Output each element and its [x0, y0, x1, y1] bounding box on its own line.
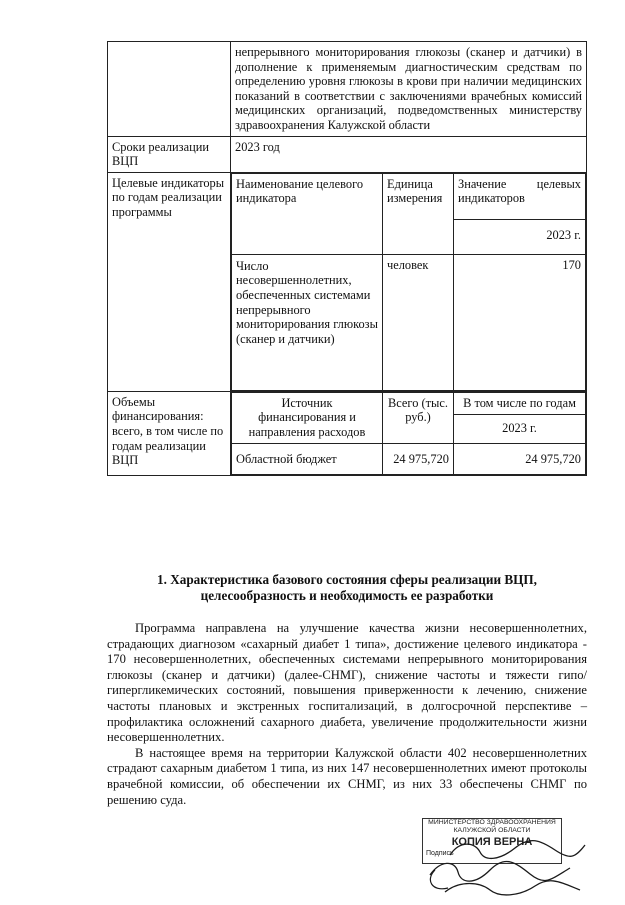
terms-row	[108, 136, 587, 172]
section-body	[107, 621, 587, 808]
finance-label: Объемы финансирования: всего, в том числе по годам реализации ВЦП	[108, 391, 231, 475]
goals-label-cell	[108, 42, 231, 137]
targets-label: Целевые индикаторы по годам реализации программы	[108, 172, 231, 391]
goals-continuation: непрерывного мониторирования глюкозы (сканер и датчики) в дополнение к применяемым диагностическим средствам по определению уровня глюкозы в крови при наличии медицинских показаний в соответствии с заключениями врачебных комиссий медицинских организаций, подведомственных министерству здравоохранения Калужской области	[231, 42, 587, 137]
paragraph-1: Программа направлена на улучшение качества жизни несовершеннолетних, страдающих диагнозом «сахарный диабет 1 типа», достижение целевого индикатора - 170 несовершеннолетних, обеспеченных системами непрерывного мониторирования глюкозы (сканер и датчики) (далее-СНМГ), снижение частоты и тяжести гипо/гипергликемических состояний, повышения приверженности к лечению, снижение частоты плановых и экстренных госпитализаций, в долгосрочной перспективе – профилактика осложнений сахарного диабета, увеличение продолжительности жизни несовершеннолетних.	[107, 621, 587, 745]
col-unit: Единица измерения	[383, 173, 454, 254]
year-value: 24 975,720	[454, 443, 586, 475]
goals-row	[108, 42, 587, 137]
paragraph-2: В настоящее время на территории Калужской области 402 несовершеннолетних страдают сахарным диабетом 1 типа, из них 147 несовершеннолетних имеют протоколы врачебной комиссии, об обеспечении их СНМГ, из них 33 обеспечены СНМГ по решению суда.	[107, 745, 587, 807]
finance-year: 2023 г.	[454, 415, 586, 444]
stamp-line-2: КАЛУЖСКОЙ ОБЛАСТИ	[453, 827, 531, 834]
indicator-unit: человек	[383, 254, 454, 390]
col-source: Источник финансирования и направления расходов	[232, 392, 383, 443]
finance-row	[108, 391, 587, 475]
stamp-sign-label: Подпись	[426, 850, 454, 857]
col-total: Всего (тыс. руб.)	[383, 392, 454, 443]
stamp-title: КОПИЯ ВЕРНА	[451, 836, 533, 848]
program-passport-table	[107, 41, 587, 476]
col-by-years: В том числе по годам	[454, 392, 586, 414]
section-heading: 1. Характеристика базового состояния сферы реализации ВЦП, целесообразность и необходимость ее разработки	[157, 572, 537, 603]
terms-value: 2023 год	[231, 136, 587, 172]
targets-inner-table	[231, 173, 586, 391]
terms-label: Сроки реализации ВЦП	[108, 136, 231, 172]
col-indicator-name: Наименование целевого индикатора	[232, 173, 383, 254]
targets-row	[108, 172, 587, 391]
total-value: 24 975,720	[383, 443, 454, 475]
stamp-line-1: МИНИСТЕРСТВО ЗДРАВООХРАНЕНИЯ	[428, 819, 556, 826]
source-name: Областной бюджет	[232, 443, 383, 475]
col-values: Значение целевых индикаторов	[454, 173, 586, 220]
targets-year: 2023 г.	[454, 220, 586, 254]
finance-inner-table	[231, 392, 586, 475]
handwritten-signature	[420, 830, 590, 900]
indicator-name: Число несовершеннолетних, обеспеченных системами непрерывного мониторирования глюкозы (сканер и датчики)	[232, 254, 383, 390]
indicator-value: 170	[454, 254, 586, 390]
